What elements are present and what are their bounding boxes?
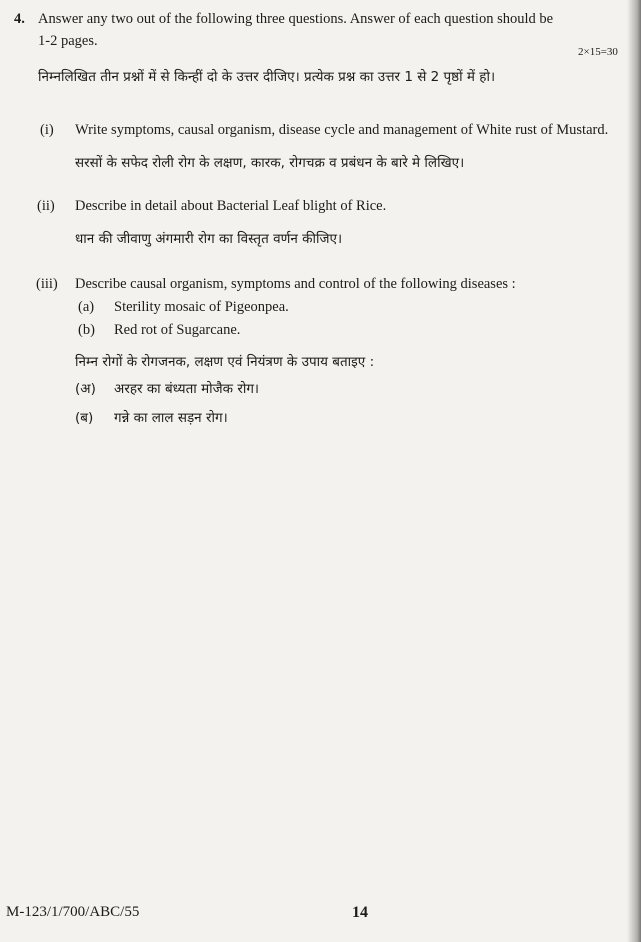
sub-label: (b)	[78, 322, 95, 338]
part-text-en: Write symptoms, causal organism, disease cycle and management of White rust of Mustard.	[75, 122, 609, 138]
part-text-hi: धान की जीवाणु अंगमारी रोग का विस्तृत वर्णन कीजिए।	[75, 231, 343, 247]
sub-text-hi: गन्ने का लाल सड़न रोग।	[114, 410, 228, 426]
sub-label-hi: (ब)	[75, 410, 94, 426]
part-text-en: Describe causal organism, symptoms and control of the following diseases :	[75, 276, 516, 292]
part-text-hi: सरसों के सफेद रोली रोग के लक्षण, कारक, रोगचक्र व प्रबंधन के बारे मे लिखिए।	[75, 155, 465, 171]
marks: 2×15=30	[578, 46, 618, 58]
page-number: 14	[352, 904, 368, 921]
part-label: (iii)	[36, 276, 58, 292]
part-label: (i)	[40, 122, 54, 138]
instruction-hi: निम्नलिखित तीन प्रश्नों में से किन्हीं दो के उत्तर दीजिए। प्रत्येक प्रश्न का उत्तर 1 से 2 पृष्ठों में हो।	[38, 69, 496, 85]
instruction-en-line1: Answer any two out of the following three questions. Answer of each question should be	[38, 11, 554, 27]
part-label: (ii)	[37, 198, 55, 214]
paper-code: M-123/1/700/ABC/55	[6, 904, 140, 920]
part-text-hi: निम्न रोगों के रोगजनक, लक्षण एवं नियंत्रण के उपाय बताइए :	[75, 354, 375, 370]
sub-label: (a)	[78, 299, 95, 315]
question-number: 4.	[14, 11, 25, 27]
sub-text: Sterility mosaic of Pigeonpea.	[114, 299, 289, 315]
instruction-en-line2: 1-2 pages.	[38, 33, 98, 49]
page-edge-shadow	[627, 0, 641, 942]
sub-label-hi: (अ)	[75, 381, 96, 397]
sub-text-hi: अरहर का बंध्यता मोजैक रोग।	[114, 381, 260, 397]
part-text-en: Describe in detail about Bacterial Leaf blight of Rice.	[75, 198, 387, 214]
sub-text: Red rot of Sugarcane.	[114, 322, 241, 338]
